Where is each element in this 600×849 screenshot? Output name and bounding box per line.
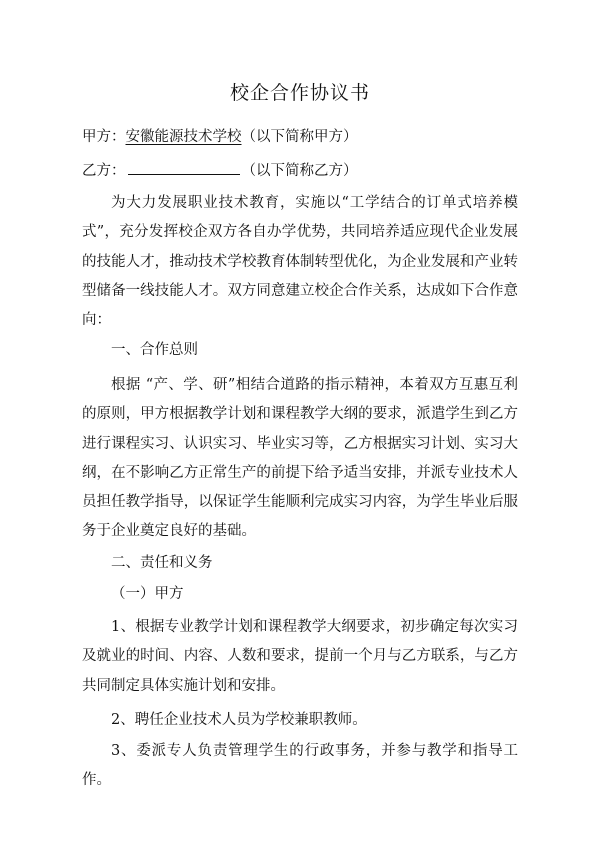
intro-paragraph: 为大力发展职业技术教育，实施以“工学结合的订单式培养模式”，充分发挥校企双方各自办学优势，共同培养适应现代企业发展的技能人才，推动技术学校教育体制转型优化，为企业发展和产业转型储备一线技能人才。双方同意建立校企合作关系，达成如下合作意向：: [82, 195, 518, 329]
section2-subheading-party-a: （一）甲方: [111, 586, 184, 602]
party-b-note: （以下简称乙方）: [241, 163, 358, 179]
party-b-line: [82, 160, 358, 181]
party-b-label: 乙方：: [82, 163, 126, 179]
party-a-duty-3: 3、委派专人负责管理学生的行政事务，并参与教学和指导工作。: [82, 743, 518, 789]
party-a-line: [82, 127, 358, 147]
section1-paragraph: 根据 “产、学、研”相结合道路的指示精神，本着双方互惠互利的原则，甲方根据教学计划和课程教学大纲的要求，派遣学生到乙方进行课程实习、认识实习、毕业实习等，乙方根据实习计划、实习大纲，在不影响乙方正常生产的前提下给予适当安排，并派专业技术人员担任教学指导，以保证学生能顺利完成实习内容，为学生毕业后服务于企业奠定良好的基础。: [82, 377, 518, 540]
party-a-name: 安徽能源技术学校: [125, 129, 242, 145]
party-a-note: （以下简称甲方）: [241, 129, 358, 145]
party-a-duty-1: 1、根据专业教学计划和课程教学大纲要求，初步确定每次实习及就业的时间、内容、人数和要求，提前一个月与乙方联系，与乙方共同制定具体实施计划和安排。: [82, 619, 518, 694]
section1-heading: 一、合作总则: [111, 342, 198, 358]
document-title: 校企合作协议书: [229, 82, 370, 104]
party-b-name-blank: [128, 160, 240, 175]
party-a-label: 甲方：: [82, 129, 126, 145]
party-a-duty-2: 2、聘任企业技术人员为学校兼职教师。: [111, 712, 367, 728]
section2-heading: 二、责任和义务: [111, 555, 213, 571]
